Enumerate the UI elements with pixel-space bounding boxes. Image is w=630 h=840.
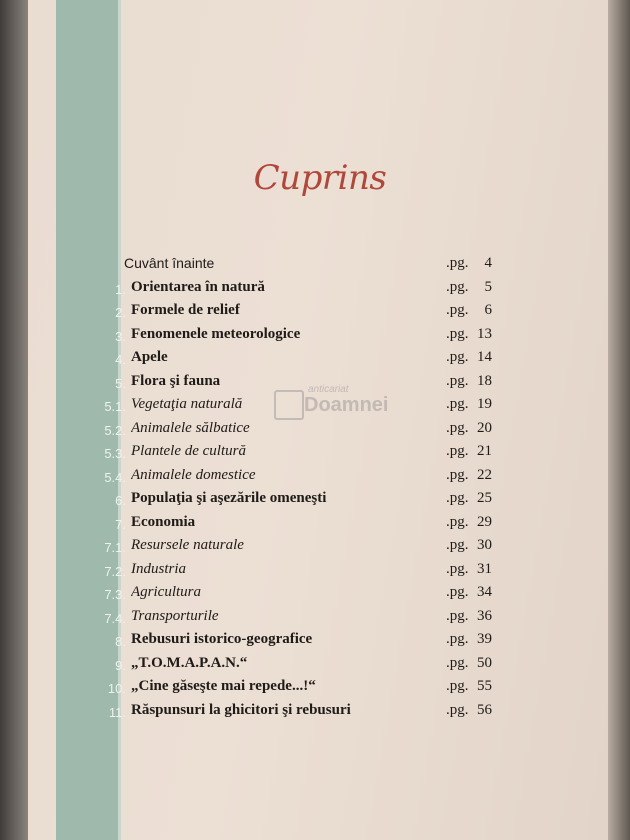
toc-entry-title: Rebusuri istorico-geografice xyxy=(131,631,313,647)
toc-entry-title: Transporturile xyxy=(131,607,219,624)
toc-entry xyxy=(0,255,630,279)
toc-entry xyxy=(0,326,630,350)
toc-entry xyxy=(0,420,630,444)
toc-entry xyxy=(0,279,630,303)
toc-page-prefix: .pg. xyxy=(446,396,469,412)
toc-entry-title: Resursele naturale xyxy=(131,537,244,553)
toc-page-prefix: .pg. xyxy=(446,607,469,624)
toc-page-prefix: .pg. xyxy=(446,349,469,365)
toc-page-number: 36 xyxy=(477,607,492,624)
toc-page-prefix: .pg. xyxy=(446,255,469,271)
toc-page-prefix: .pg. xyxy=(446,372,469,389)
toc-entry-number: 5.3. xyxy=(104,446,126,461)
toc-page-number: 19 xyxy=(477,396,492,412)
toc-entry-number: 1. xyxy=(115,281,126,297)
toc-entry-title: Orientarea în natură xyxy=(131,278,265,295)
toc-entry-title: „Cine găseşte mai repede...!“ xyxy=(131,678,316,694)
toc-entry-title: Apele xyxy=(131,349,168,365)
toc-entry-title: Animalele sălbatice xyxy=(131,419,250,436)
toc-entry-number: 7.3. xyxy=(104,587,126,602)
toc-page-prefix: .pg. xyxy=(446,278,469,295)
toc-entry-number: 10. xyxy=(107,681,126,696)
toc-entry xyxy=(0,490,630,514)
toc-entry-title: Flora şi fauna xyxy=(131,372,221,389)
toc-page-number: 13 xyxy=(477,325,492,342)
toc-entry-number: 9. xyxy=(115,657,126,673)
toc-entry xyxy=(0,655,630,679)
toc-entry-number: 5.2. xyxy=(104,422,126,438)
toc-page-prefix: .pg. xyxy=(446,654,469,671)
toc-entry-number: 5. xyxy=(115,375,126,391)
toc-entry-number: 3. xyxy=(115,328,126,344)
toc-entry-title: Animalele domestice xyxy=(131,466,256,483)
toc-page-number: 30 xyxy=(477,537,492,553)
watermark-line1: anticariat xyxy=(308,384,349,395)
toc-page-number: 6 xyxy=(484,302,492,318)
toc-entry-number: 5.4. xyxy=(104,469,126,485)
toc-page-prefix: .pg. xyxy=(446,466,469,483)
toc-page-prefix: .pg. xyxy=(446,537,469,553)
toc-page-prefix: .pg. xyxy=(446,443,469,459)
toc-page-number: 14 xyxy=(477,349,492,365)
toc-page-prefix: .pg. xyxy=(446,419,469,436)
toc-entry xyxy=(0,537,630,561)
toc-entry-title: Răspunsuri la ghicitori şi rebusuri xyxy=(131,701,351,718)
toc-page-prefix: .pg. xyxy=(446,678,469,694)
toc-entry-title: Economia xyxy=(131,513,196,530)
toc-entry-title: Agricultura xyxy=(131,584,201,600)
toc-page-prefix: .pg. xyxy=(446,325,469,342)
toc-entry-title: Plantele de cultură xyxy=(131,443,246,459)
toc-page-number: 18 xyxy=(477,372,492,389)
toc-entry xyxy=(0,584,630,608)
toc-entry-number: 2. xyxy=(115,305,126,320)
toc-entry-number: 7.2. xyxy=(104,563,126,579)
toc-entry xyxy=(0,702,630,726)
toc-entry-title: „T.O.M.A.P.A.N.“ xyxy=(131,654,248,671)
toc-page-number: 31 xyxy=(477,560,492,577)
toc-entry-number: 7.1. xyxy=(104,540,126,555)
toc-entry-number: 6. xyxy=(115,493,126,508)
toc-page-prefix: .pg. xyxy=(446,631,469,647)
toc-entry-title: Fenomenele meteorologice xyxy=(131,325,301,342)
toc-page-prefix: .pg. xyxy=(446,701,469,718)
toc-page-number: 39 xyxy=(477,631,492,647)
toc-page-prefix: .pg. xyxy=(446,560,469,577)
toc-entry-number: 8. xyxy=(115,634,126,649)
toc-entry xyxy=(0,678,630,702)
toc-page-number: 29 xyxy=(477,513,492,530)
toc-page-number: 22 xyxy=(477,466,492,483)
toc-entry-number: 11. xyxy=(108,704,126,720)
toc-entry xyxy=(0,396,630,420)
toc-page-number: 21 xyxy=(477,443,492,459)
toc-page-number: 34 xyxy=(477,584,492,600)
toc-page-prefix: .pg. xyxy=(446,584,469,600)
toc-entry-title: Populaţia şi aşezările omeneşti xyxy=(131,490,327,506)
page-title: Cuprins xyxy=(253,158,387,198)
toc-entry xyxy=(0,514,630,538)
toc-entry xyxy=(0,349,630,373)
toc-entry xyxy=(0,467,630,491)
toc-entry xyxy=(0,443,630,467)
toc-page-number: 25 xyxy=(477,490,492,506)
toc-page-number: 5 xyxy=(484,278,492,295)
toc-page-prefix: .pg. xyxy=(446,302,469,318)
toc-page-number: 56 xyxy=(477,701,492,718)
toc-entry xyxy=(0,373,630,397)
toc-page-number: 4 xyxy=(484,255,492,271)
toc-page-number: 20 xyxy=(477,419,492,436)
toc-entry xyxy=(0,561,630,585)
toc-entry-title: Formele de relief xyxy=(131,302,240,318)
toc-page-prefix: .pg. xyxy=(446,490,469,506)
toc-entry-number: 7. xyxy=(115,516,126,532)
toc-page-number: 50 xyxy=(477,654,492,671)
toc-entry-title: Cuvânt înainte xyxy=(124,255,215,271)
toc-entry-number: 5.1. xyxy=(104,399,126,414)
toc-entry-title: Industria xyxy=(131,560,187,577)
toc-entry-number: 4. xyxy=(115,352,126,367)
toc-page-prefix: .pg. xyxy=(446,513,469,530)
toc-entry xyxy=(0,302,630,326)
toc-entry xyxy=(0,631,630,655)
table-of-contents xyxy=(0,255,630,725)
toc-entry xyxy=(0,608,630,632)
watermark-line2: Doamnei xyxy=(304,394,389,416)
toc-entry-title: Vegetaţia naturală xyxy=(131,396,243,412)
toc-entry-number: 7.4. xyxy=(104,610,126,626)
toc-page-number: 55 xyxy=(477,678,492,694)
